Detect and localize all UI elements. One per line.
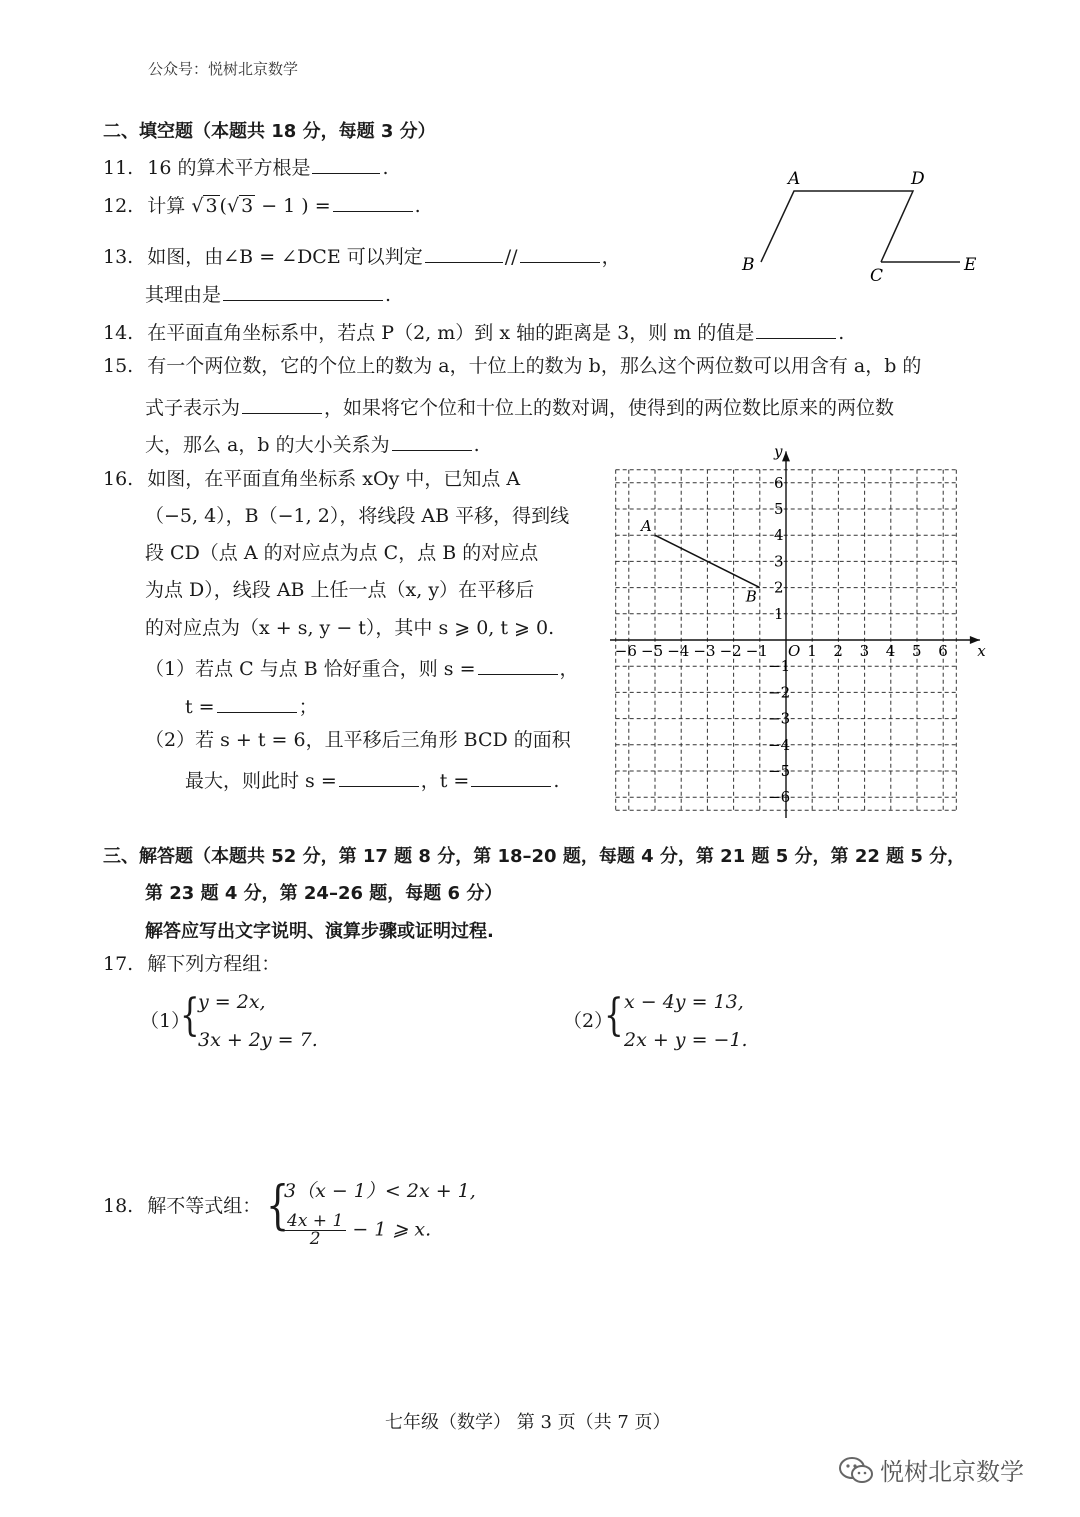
y-tick-label: 4: [774, 526, 784, 545]
q16-number: 16.: [103, 468, 134, 490]
q12-end: .: [414, 195, 421, 217]
x-tick-label: −5: [641, 642, 664, 660]
left-brace-icon: {: [180, 990, 200, 1041]
q17-p2-eq2: 2x + y = −1.: [624, 1029, 748, 1051]
q15-line-3a: 大，那么 a，b 的大小关系为: [145, 434, 390, 456]
left-brace-icon: {: [266, 1176, 290, 1236]
q16-line-4: 为点 D），线段 AB 上任一点（x, y）在平移后: [145, 579, 535, 601]
brand-name: 悦树北京数学: [880, 1458, 1024, 1486]
q15-line-3b: .: [473, 434, 480, 456]
q18-number: 18.: [103, 1195, 134, 1217]
section-2-title: 二、填空题（本题共 18 分，每题 3 分）: [103, 121, 436, 142]
q16-t-blank-2[interactable]: [471, 768, 551, 787]
q13-number: 13.: [103, 246, 134, 268]
q12-prefix: 计算: [147, 195, 186, 217]
question-15-line-2: [145, 395, 894, 418]
q16-t-label-1: t =: [185, 696, 215, 718]
y-axis-label: y: [774, 448, 783, 461]
q15-blank-2[interactable]: [392, 432, 472, 451]
question-11: [103, 155, 389, 178]
question-15-line-3: [145, 432, 480, 455]
point-b-label: B: [745, 587, 757, 606]
q11-end: .: [382, 157, 389, 179]
q18-eq2-rest: − 1 ⩾ x.: [352, 1218, 432, 1241]
q12-radicand-a: 3: [205, 195, 218, 217]
question-18: [103, 1197, 261, 1216]
fig13-label-e: E: [964, 255, 977, 275]
y-tick-label: −5: [768, 762, 791, 780]
x-tick-label: 2: [833, 642, 843, 660]
q16-line-2: （−5, 4），B（−1, 2），将线段 AB 平移，得到线: [145, 505, 570, 527]
origin-label: O: [788, 642, 801, 660]
q18-fraction: [284, 1213, 346, 1248]
y-tick-label: −3: [768, 709, 791, 728]
y-tick-label: 3: [774, 552, 784, 571]
q12-paren-open: (: [219, 195, 227, 217]
q15-line-2b: ，如果将它个位和十位上的数对调，使得到的两位数比原来的两位数: [324, 397, 895, 419]
x-axis-label: x: [977, 642, 986, 660]
y-tick-label: 1: [774, 604, 784, 623]
q14-number: 14.: [103, 322, 134, 344]
y-tick-label: −6: [768, 788, 791, 807]
x-tick-label: −4: [667, 642, 690, 660]
q13-reason-blank[interactable]: [223, 282, 383, 301]
q12-expr-rest: − 1 ) =: [261, 195, 331, 217]
q16-line-5: 的对应点为（x + s, y − t），其中 s ⩾ 0, t ⩾ 0.: [145, 617, 555, 639]
q16-line-3: 段 CD（点 A 的对应点为点 C，点 B 的对应点: [145, 542, 539, 564]
q17-p1-eq2: 3x + 2y = 7.: [198, 1029, 318, 1051]
left-brace-icon: {: [604, 990, 624, 1041]
q14-end: .: [838, 322, 845, 344]
x-tick-label: 4: [885, 642, 896, 660]
question-14: [103, 320, 844, 343]
section-3-note: 解答应写出文字说明、演算步骤或证明过程.: [145, 921, 494, 942]
question-17: [103, 955, 280, 974]
q16-part-1: [145, 656, 579, 679]
q18-eq1: 3（x − 1）< 2x + 1,: [284, 1180, 476, 1202]
x-tick-label: −1: [745, 642, 768, 660]
brand-watermark: [838, 1452, 1024, 1487]
fig13-label-c: C: [870, 266, 884, 286]
y-tick-label: 2: [774, 578, 784, 597]
sqrt-icon: √: [191, 195, 204, 217]
figure-13-parallelogram: [735, 165, 995, 290]
question-12: [103, 193, 421, 217]
q11-text: 16 的算术平方根是: [147, 157, 311, 179]
q16-s-blank-2[interactable]: [339, 768, 419, 787]
fig13-label-d: D: [911, 169, 925, 189]
y-tick-label: −1: [768, 657, 791, 676]
x-tick-label: 6: [938, 642, 948, 660]
q13-text: 如图，由∠B = ∠DCE 可以判定: [147, 246, 423, 268]
point-a-label: A: [641, 517, 652, 536]
y-tick-label: 5: [774, 500, 784, 518]
q14-answer-blank[interactable]: [756, 320, 836, 339]
parallelogram-shape: [761, 191, 913, 262]
y-tick-label: 6: [774, 473, 784, 492]
q14-text: 在平面直角坐标系中，若点 P（2, m）到 x 轴的距离是 3，则 m 的值是: [147, 322, 755, 344]
q16-part-2: （2）若 s + t = 6，且平移后三角形 BCD 的面积: [145, 729, 571, 751]
q16-part-1-text: （1）若点 C 与点 B 恰好重合，则 s =: [145, 658, 476, 680]
x-tick-label: −6: [614, 642, 637, 660]
fig13-label-b: B: [742, 255, 755, 275]
q18-fraction-denominator: 2: [309, 1229, 321, 1249]
y-axis-arrow-icon: [782, 451, 790, 461]
q17-number: 17.: [103, 953, 134, 975]
q11-number: 11.: [103, 157, 134, 179]
q16-t-blank-1[interactable]: [217, 694, 297, 713]
q15-number: 15.: [103, 355, 134, 377]
question-16: [103, 470, 520, 489]
q16-part-1-comma: ，: [559, 658, 579, 680]
q12-number: 12.: [103, 195, 134, 217]
y-tick-label: −2: [768, 683, 791, 702]
q13-end-2: .: [385, 284, 392, 306]
parallel-symbol: //: [504, 246, 518, 268]
q16-line-1: 如图，在平面直角坐标系 xOy 中，已知点 A: [147, 468, 521, 490]
question-13: [103, 244, 621, 267]
q18-text: 解不等式组：: [147, 1195, 262, 1217]
x-tick-label: 3: [859, 642, 870, 660]
x-tick-label: 5: [912, 642, 922, 660]
q17-part-1-label: （1）: [140, 1010, 191, 1032]
q15-line-1: 有一个两位数，它的个位上的数为 a，十位上的数为 b，那么这个两位数可以用含有 a，b 的: [147, 355, 922, 377]
y-tick-label: −4: [768, 735, 791, 754]
sqrt-icon: √: [226, 195, 240, 217]
q12-radicand-b: 3: [241, 195, 254, 217]
q13-end: ，: [601, 246, 621, 268]
q13-blank-1[interactable]: [425, 244, 503, 263]
q17-p2-eq1: x − 4y = 13,: [624, 991, 744, 1013]
q16-part-1-end: ；: [298, 696, 318, 718]
q18-fraction-numerator: 4x + 1: [284, 1213, 346, 1231]
wechat-icon: [838, 1455, 874, 1485]
section-3-title: 三、解答题（本题共 52 分，第 17 题 8 分，第 18–20 题，每题 4 分，第 21 题 5 分，第 22 题 5 分，: [103, 846, 966, 867]
q17-part-2-label: （2）: [563, 1010, 614, 1032]
q12-answer-blank[interactable]: [333, 193, 413, 212]
q13-blank-2[interactable]: [520, 244, 600, 263]
section-3-title-line-2: 第 23 题 4 分，第 24–26 题，每题 6 分）: [145, 883, 503, 904]
x-tick-label: −3: [693, 642, 716, 660]
q15-blank-1[interactable]: [242, 395, 322, 414]
x-tick-label: −2: [719, 642, 742, 660]
page-footer: 七年级（数学） 第 3 页（共 7 页）: [385, 1412, 671, 1433]
q16-part-2-end: .: [553, 770, 560, 792]
q17-text: 解下列方程组：: [147, 953, 281, 975]
q16-part-2-line-2: [185, 768, 559, 791]
x-tick-label: 1: [807, 642, 817, 660]
fig13-label-a: A: [788, 169, 801, 189]
q11-answer-blank[interactable]: [312, 155, 380, 174]
q16-s-label-2: 最大，则此时 s =: [185, 770, 337, 792]
q17-p1-eq1: y = 2x,: [198, 991, 266, 1013]
q16-part-1-line-2: [185, 694, 318, 717]
q15-line-2a: 式子表示为: [145, 397, 241, 419]
q16-s-blank-1[interactable]: [478, 656, 558, 675]
q13-reason-label: 其理由是: [145, 284, 222, 306]
question-15: [103, 357, 921, 376]
q16-t-label-2: ，t =: [420, 770, 470, 792]
question-13-line-2: [145, 282, 391, 305]
figure-16-coordinate-plane: [610, 448, 990, 818]
page-header: 公众号：悦树北京数学: [148, 60, 299, 78]
q18-eq2: [284, 1213, 431, 1248]
